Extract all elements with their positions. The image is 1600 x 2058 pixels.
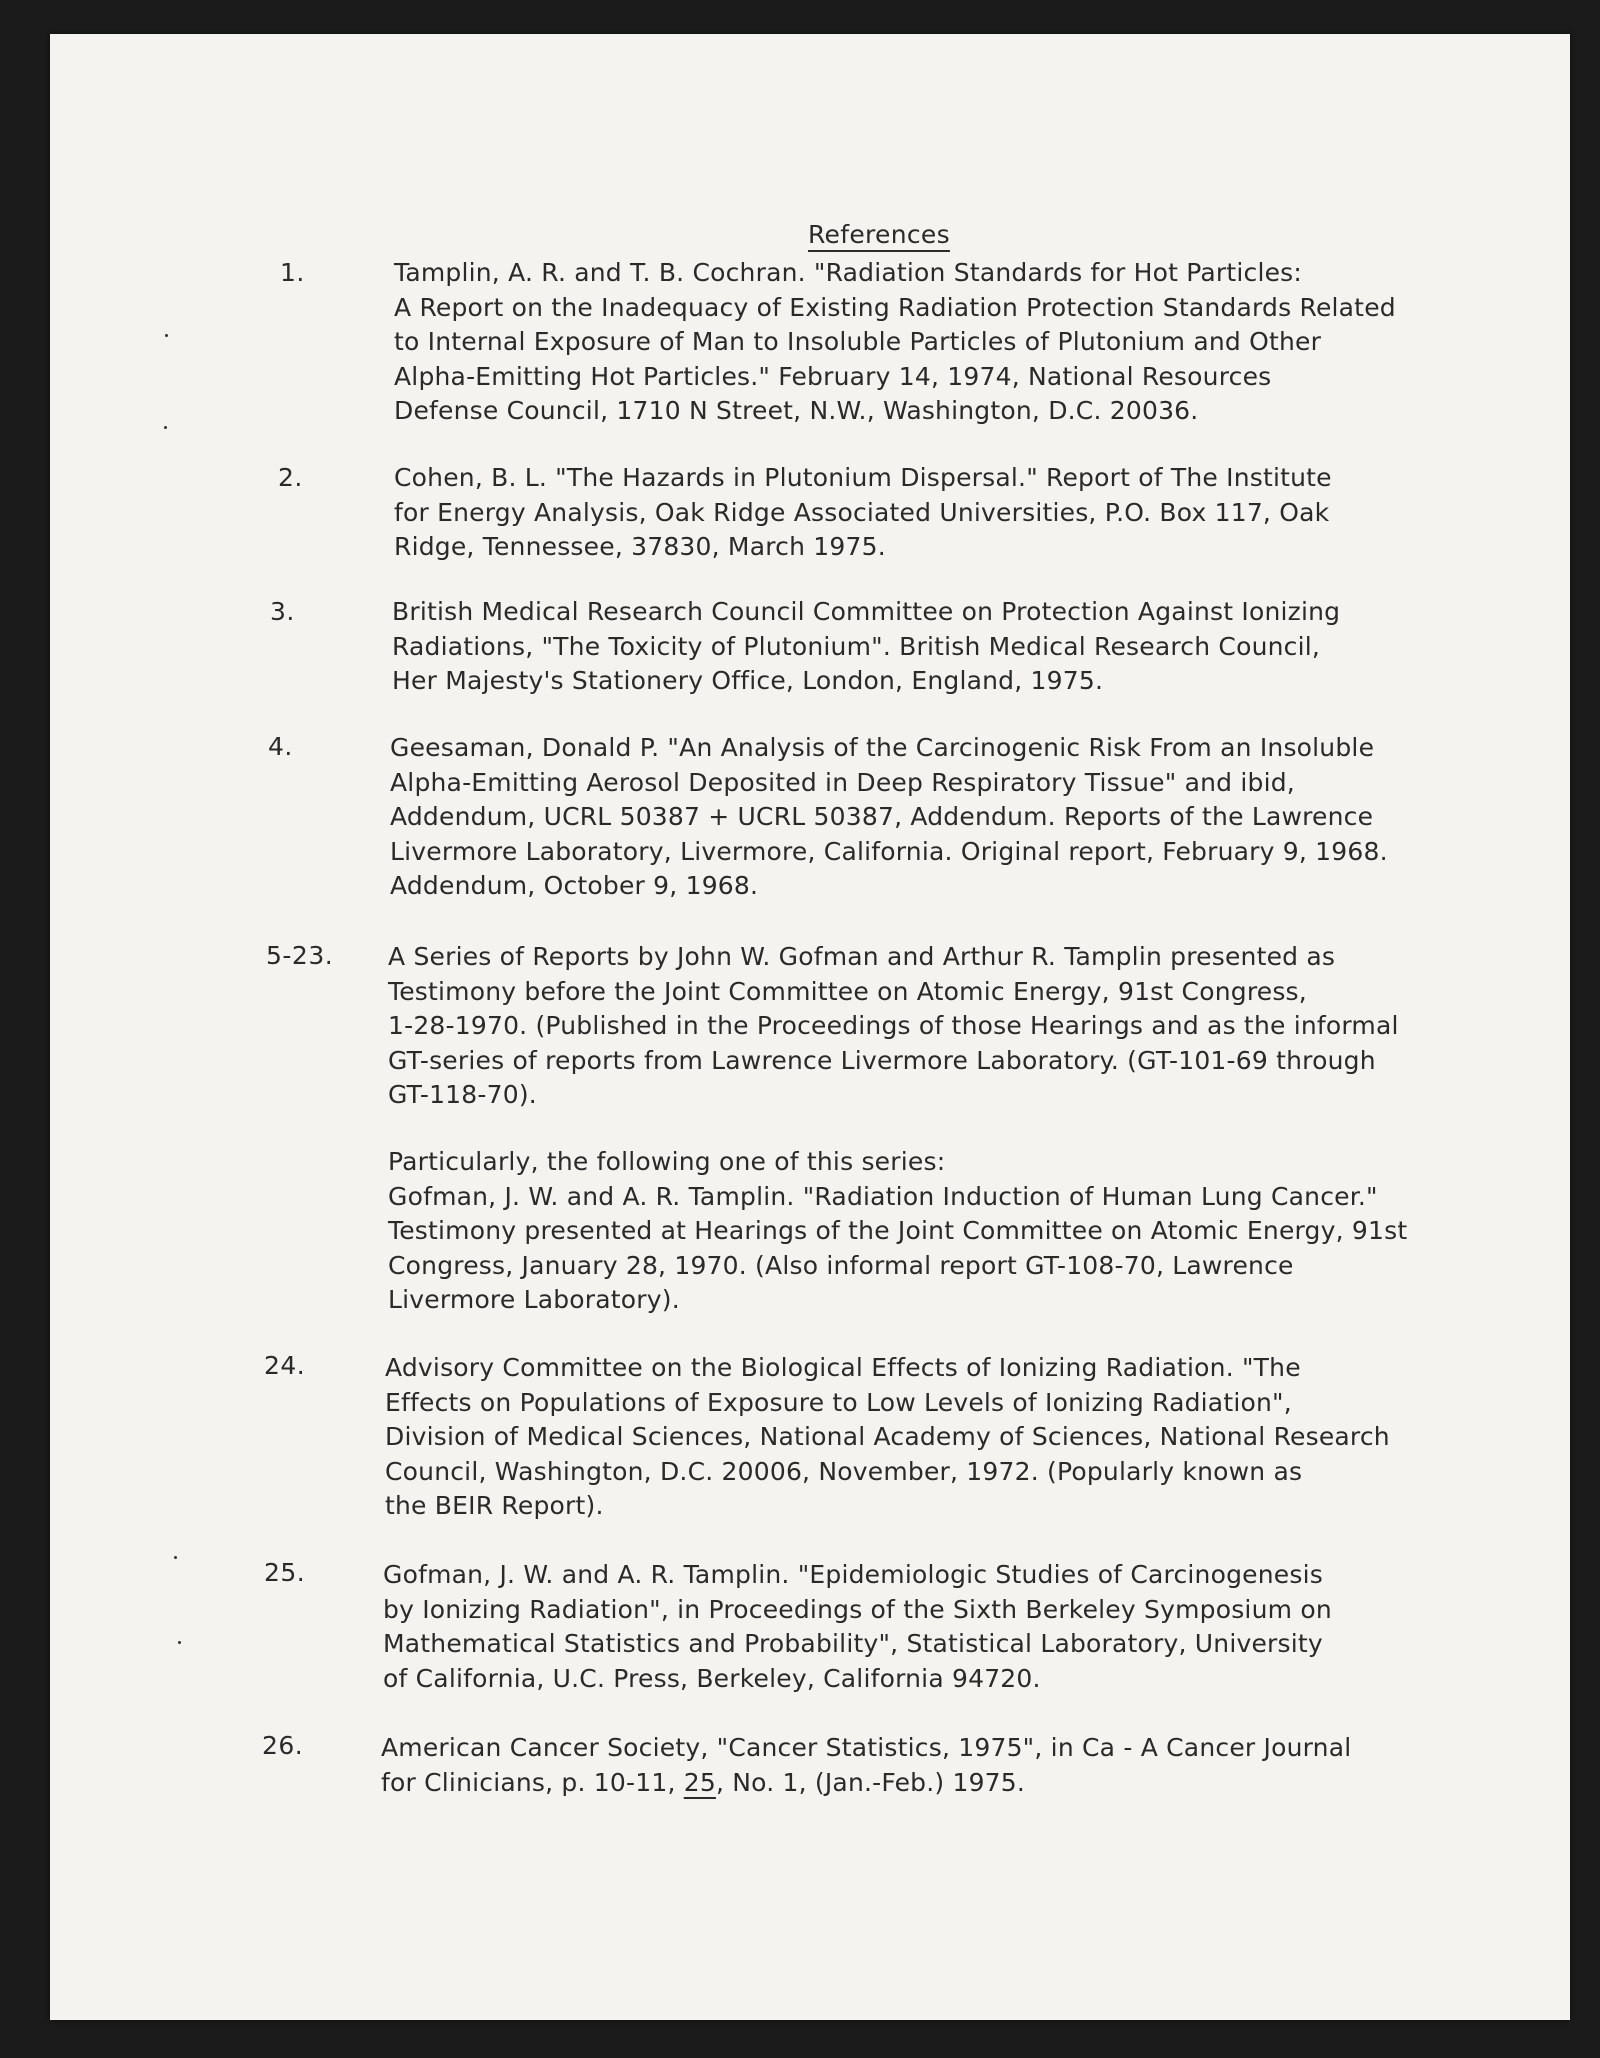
reference-line: Testimony presented at Hearings of the Joint Committee on Atomic Energy, 91st <box>388 1216 1408 1245</box>
reference-entry-3 <box>392 595 1340 699</box>
reference-line: GT-118-70). <box>388 1080 537 1109</box>
reference-number: 1. <box>280 258 305 287</box>
reference-number: 5-23. <box>266 941 334 970</box>
margin-mark <box>165 334 168 337</box>
reference-line: A Series of Reports by John W. Gofman and Arthur R. Tamplin presented as <box>388 942 1336 971</box>
reference-line: Effects on Populations of Exposure to Low Levels of Ionizing Radiation", <box>385 1387 1292 1417</box>
margin-mark <box>164 426 167 429</box>
reference-line: Addendum, UCRL 50387 + UCRL 50387, Addendum. Reports of the Lawrence <box>390 802 1374 831</box>
reference-line: A Report on the Inadequacy of Existing Radiation Protection Standards Related <box>394 292 1396 322</box>
reference-number: 26. <box>262 1731 304 1760</box>
reference-entry-24 <box>385 1351 1390 1524</box>
reference-line: Livermore Laboratory). <box>388 1285 680 1314</box>
reference-line: by Ionizing Radiation", in Proceedings of the Sixth Berkeley Symposium on <box>383 1594 1332 1624</box>
reference-number: 2. <box>278 463 303 492</box>
reference-number: 25. <box>264 1558 306 1587</box>
reference-line: 1-28-1970. (Published in the Proceedings of those Hearings and as the informal <box>388 1011 1399 1040</box>
reference-line: of California, U.C. Press, Berkeley, California 94720. <box>383 1663 1041 1693</box>
page-title: References <box>808 220 950 249</box>
reference-number: 3. <box>270 597 295 626</box>
reference-line: Testimony before the Joint Committee on Atomic Energy, 91st Congress, <box>388 976 1307 1006</box>
reference-line: Alpha-Emitting Aerosol Deposited in Deep Respiratory Tissue" and ibid, <box>390 767 1295 797</box>
reference-entry-2 <box>394 461 1332 565</box>
reference-line: Ridge, Tennessee, 37830, March 1975. <box>394 532 886 561</box>
reference-line: American Cancer Society, "Cancer Statistics, 1975", in Ca - A Cancer Journal <box>381 1733 1352 1762</box>
reference-line: Congress, January 28, 1970. (Also informal report GT-108-70, Lawrence <box>388 1250 1294 1280</box>
reference-line: Radiations, "The Toxicity of Plutonium". British Medical Research Council, <box>392 631 1321 661</box>
reference-entry-26 <box>381 1731 1351 1800</box>
margin-mark <box>174 1556 177 1559</box>
reference-line <box>381 1766 1351 1801</box>
reference-line: Cohen, B. L. "The Hazards in Plutonium Dispersal." Report of The Institute <box>394 463 1332 492</box>
volume-number: 25 <box>683 1767 716 1797</box>
reference-line: the BEIR Report). <box>385 1491 604 1520</box>
reference-line: Council, Washington, D.C. 20006, November, 1972. (Popularly known as <box>385 1456 1303 1486</box>
reference-line: Gofman, J. W. and A. R. Tamplin. "Radiation Induction of Human Lung Cancer." <box>388 1181 1378 1211</box>
reference-line: Defense Council, 1710 N Street, N.W., Washington, D.C. 20036. <box>394 396 1199 425</box>
reference-line: Advisory Committee on the Biological Effects of Ionizing Radiation. "The <box>385 1353 1301 1382</box>
reference-entry-4 <box>390 731 1388 904</box>
reference-line: to Internal Exposure of Man to Insoluble Particles of Plutonium and Other <box>394 327 1322 356</box>
reference-line: Division of Medical Sciences, National Academy of Sciences, National Research <box>385 1422 1390 1451</box>
reference-number: 4. <box>268 732 293 761</box>
reference-text: for Clinicians, p. 10-11, <box>381 1767 684 1797</box>
reference-entry-25 <box>383 1558 1332 1696</box>
reference-entry-1 <box>394 256 1396 429</box>
reference-line: Tamplin, A. R. and T. B. Cochran. "Radiation Standards for Hot Particles: <box>394 258 1303 287</box>
reference-line: GT-series of reports from Lawrence Livermore Laboratory. (GT-101-69 through <box>388 1045 1376 1075</box>
reference-line: Geesaman, Donald P. "An Analysis of the Carcinogenic Risk From an Insoluble <box>390 733 1375 762</box>
reference-text: , No. 1, (Jan.-Feb.) 1975. <box>715 1767 1026 1797</box>
reference-line: Gofman, J. W. and A. R. Tamplin. "Epidemiologic Studies of Carcinogenesis <box>383 1560 1323 1589</box>
reference-number: 24. <box>264 1351 306 1380</box>
reference-line: Addendum, October 9, 1968. <box>390 871 759 900</box>
reference-line: Livermore Laboratory, Livermore, California. Original report, February 9, 1968. <box>390 836 1388 866</box>
reference-line: British Medical Research Council Committee on Protection Against Ionizing <box>392 597 1341 626</box>
reference-line: for Energy Analysis, Oak Ridge Associated Universities, P.O. Box 117, Oak <box>394 497 1330 527</box>
reference-sub-entry <box>388 1145 1407 1318</box>
reference-line: Her Majesty's Stationery Office, London, England, 1975. <box>392 666 1104 695</box>
reference-line: Mathematical Statistics and Probability", Statistical Laboratory, University <box>383 1629 1323 1658</box>
reference-entry-5-23 <box>388 940 1399 1113</box>
reference-line: Particularly, the following one of this series: <box>388 1147 946 1176</box>
margin-mark <box>178 1641 181 1644</box>
reference-line: Alpha-Emitting Hot Particles." February 14, 1974, National Resources <box>394 361 1272 391</box>
